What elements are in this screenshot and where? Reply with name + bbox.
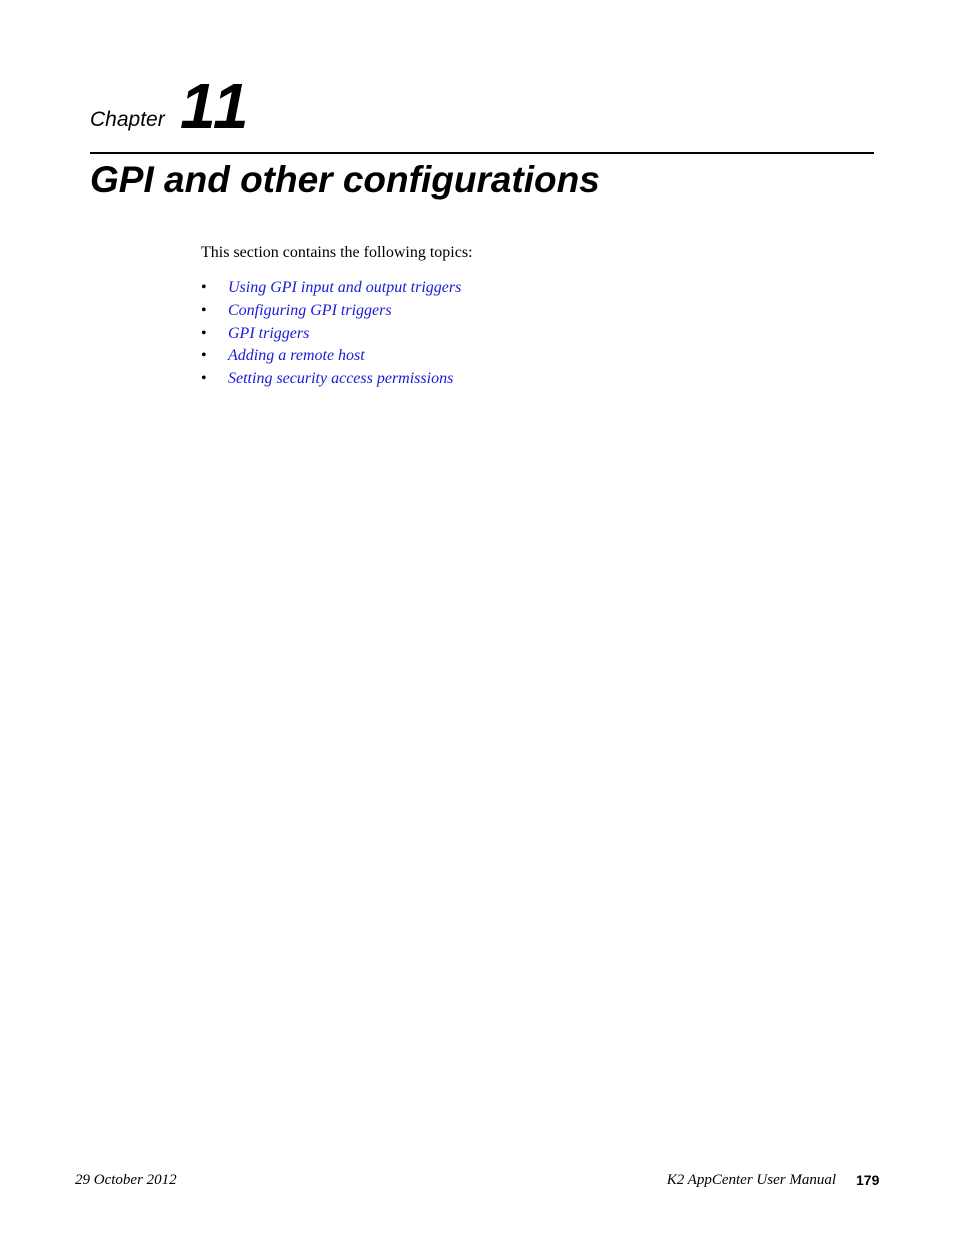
- topic-link-security-access-permissions[interactable]: Setting security access permissions: [228, 370, 454, 388]
- topic-link-configuring-gpi-triggers[interactable]: Configuring GPI triggers: [228, 301, 392, 319]
- topic-link-adding-remote-host[interactable]: Adding a remote host: [228, 347, 365, 365]
- chapter-label: Chapter: [90, 108, 165, 131]
- footer-date: 29 October 2012: [75, 1172, 177, 1188]
- list-item: [201, 278, 461, 301]
- footer-page-number: 179: [856, 1172, 880, 1188]
- topic-link-gpi-triggers[interactable]: GPI triggers: [228, 324, 310, 342]
- list-item: [201, 324, 461, 347]
- bullet: •: [201, 324, 207, 342]
- bullet: •: [201, 279, 207, 296]
- topic-link-using-gpi-triggers[interactable]: Using GPI input and output triggers: [228, 279, 462, 296]
- intro-text: This section contains the following topics:: [201, 244, 473, 261]
- bullet: •: [201, 370, 207, 388]
- topic-list: [201, 278, 461, 392]
- chapter-rule: [90, 152, 874, 154]
- bullet: •: [201, 347, 207, 365]
- chapter-title: GPI and other configurations: [90, 159, 600, 200]
- list-item: [201, 301, 461, 324]
- list-item: [201, 369, 461, 392]
- chapter-number: 11: [180, 70, 251, 142]
- list-item: [201, 346, 461, 369]
- footer-manual-title: K2 AppCenter User Manual: [666, 1172, 836, 1188]
- bullet: •: [201, 301, 207, 319]
